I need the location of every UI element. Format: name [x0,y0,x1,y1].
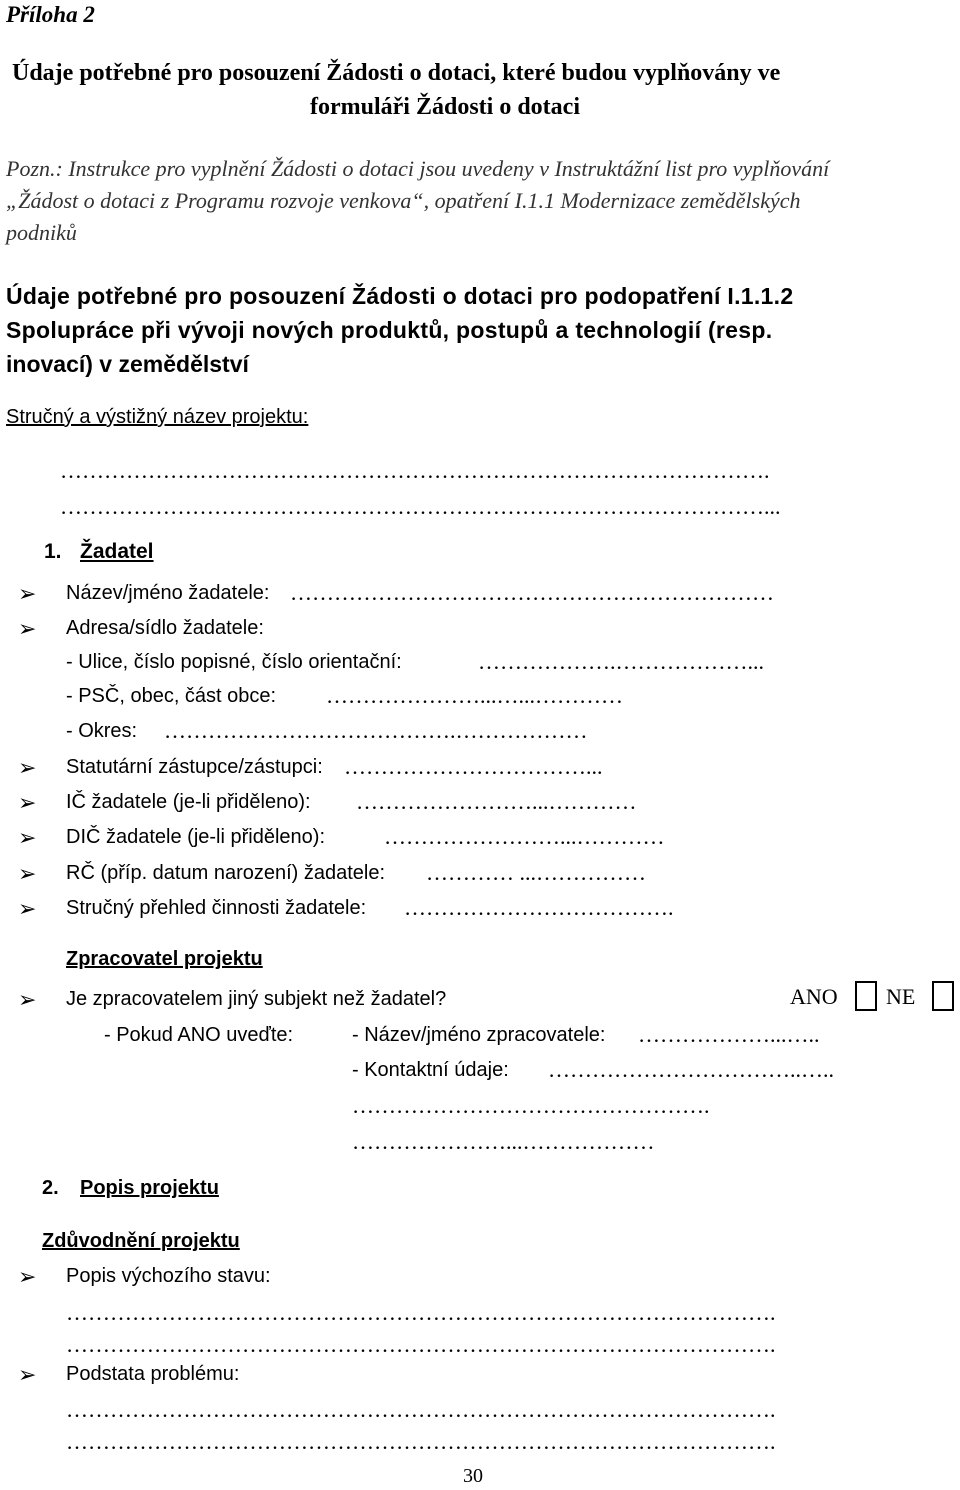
sub-heading-line2: Spolupráce při vývoji nových produktů, postupů a technologií (resp. [6,317,773,343]
statutory-field[interactable]: ……………………………... [344,754,603,779]
annex-label: Příloha 2 [6,2,95,27]
no-label: NE [886,984,916,1009]
section2-title: Popis projektu [80,1177,219,1199]
justification-heading: Zdůvodnění projektu [42,1230,240,1252]
ic-label: IČ žadatele (je-li přiděleno): [66,791,311,813]
note-line1: Pozn.: Instrukce pro vyplnění Žádosti o dotaci jsou uvedeny v Instruktážní list pro vyplňování [6,156,830,181]
bullet-arrow-icon: ➢ [18,791,37,816]
sub-heading-line3: inovací) v zemědělství [6,351,249,377]
problem-field-line1[interactable]: ……………………………………………………………………………………. [66,1397,776,1422]
street-field[interactable]: ……………….………………... [478,649,764,674]
bullet-arrow-icon: ➢ [18,826,37,851]
district-label: - Okres: [66,720,138,742]
ic-field[interactable]: ……………………...………… [356,789,637,814]
district-field[interactable]: ………………………………….……………… [164,718,588,743]
page-number: 30 [463,1465,483,1487]
activity-field[interactable]: ………………………………. [404,895,674,920]
bullet-arrow-icon: ➢ [18,1265,37,1290]
bullet-arrow-icon: ➢ [18,756,37,781]
initial-state-label: Popis výchozího stavu: [66,1265,271,1287]
processor-name-label: - Název/jméno zpracovatele: [352,1024,606,1046]
project-name-field-line2[interactable]: ……………………………………………………………………………………... [60,494,781,519]
rc-label: RČ (příp. datum narození) žadatele: [66,862,386,884]
bullet-arrow-icon: ➢ [18,897,37,922]
problem-field-line2[interactable]: ……………………………………………………………………………………. [66,1429,776,1454]
applicant-name-field[interactable]: ………………………………………………………… [290,580,774,605]
yes-checkbox[interactable] [855,981,877,1011]
no-checkbox[interactable] [932,981,954,1011]
zip-label: - PSČ, obec, část obce: [66,685,277,707]
project-name-field-line1[interactable]: ……………………………………………………………………………………. [60,458,770,483]
dic-label: DIČ žadatele (je-li přiděleno): [66,826,326,848]
main-title-line1: Údaje potřebné pro posouzení Žádosti o dotaci, které budou vyplňovány ve [12,60,781,86]
processor-question: Je zpracovatelem jiný subjekt než žadatel? [66,988,447,1010]
contact-label: - Kontaktní údaje: [352,1059,509,1081]
note-line2: „Žádost o dotaci z Programu rozvoje venkova“, opatření I.1.1 Modernizace zemědělských [6,188,801,213]
bullet-arrow-icon: ➢ [18,1363,37,1388]
note-line3: podniků [6,220,77,245]
if-yes-label: - Pokud ANO uveďte: [104,1024,294,1046]
statutory-label: Statutární zástupce/zástupci: [66,756,323,778]
contact-field-line2[interactable]: …………………………………………. [352,1093,710,1118]
applicant-address-label: Adresa/sídlo žadatele: [66,617,264,639]
section1-number: 1. [44,540,62,563]
section1-title: Žadatel [80,540,154,563]
bullet-arrow-icon: ➢ [18,988,37,1013]
initial-state-field-line1[interactable]: ……………………………………………………………………………………. [66,1300,776,1325]
dic-field[interactable]: ……………………...………… [384,824,665,849]
section2-number: 2. [42,1177,59,1199]
activity-label: Stručný přehled činnosti žadatele: [66,897,367,919]
processor-name-field[interactable]: ………………...….. [638,1022,820,1047]
processor-heading: Zpracovatel projektu [66,948,263,970]
applicant-name-label: Název/jméno žadatele: [66,582,270,604]
project-name-label: Stručný a výstižný název projektu: [6,406,309,428]
street-label: - Ulice, číslo popisné, číslo orientační: [66,651,402,673]
yes-label: ANO [790,984,838,1009]
initial-state-field-line2[interactable]: ……………………………………………………………………………………. [66,1332,776,1357]
sub-heading-line1: Údaje potřebné pro posouzení Žádosti o dotaci pro podopatření I.1.1.2 [6,283,794,309]
bullet-arrow-icon: ➢ [18,617,37,642]
zip-field[interactable]: …………………...…...………… [326,683,623,708]
contact-field-line1[interactable]: ……………………………..….. [548,1057,834,1082]
contact-field-line3[interactable]: …………………...……………… [352,1129,655,1154]
bullet-arrow-icon: ➢ [18,582,37,607]
rc-field[interactable]: ………… ...…………… [426,860,646,885]
bullet-arrow-icon: ➢ [18,862,37,887]
main-title-line2: formuláři Žádosti o dotaci [310,94,580,120]
problem-label: Podstata problému: [66,1363,240,1385]
